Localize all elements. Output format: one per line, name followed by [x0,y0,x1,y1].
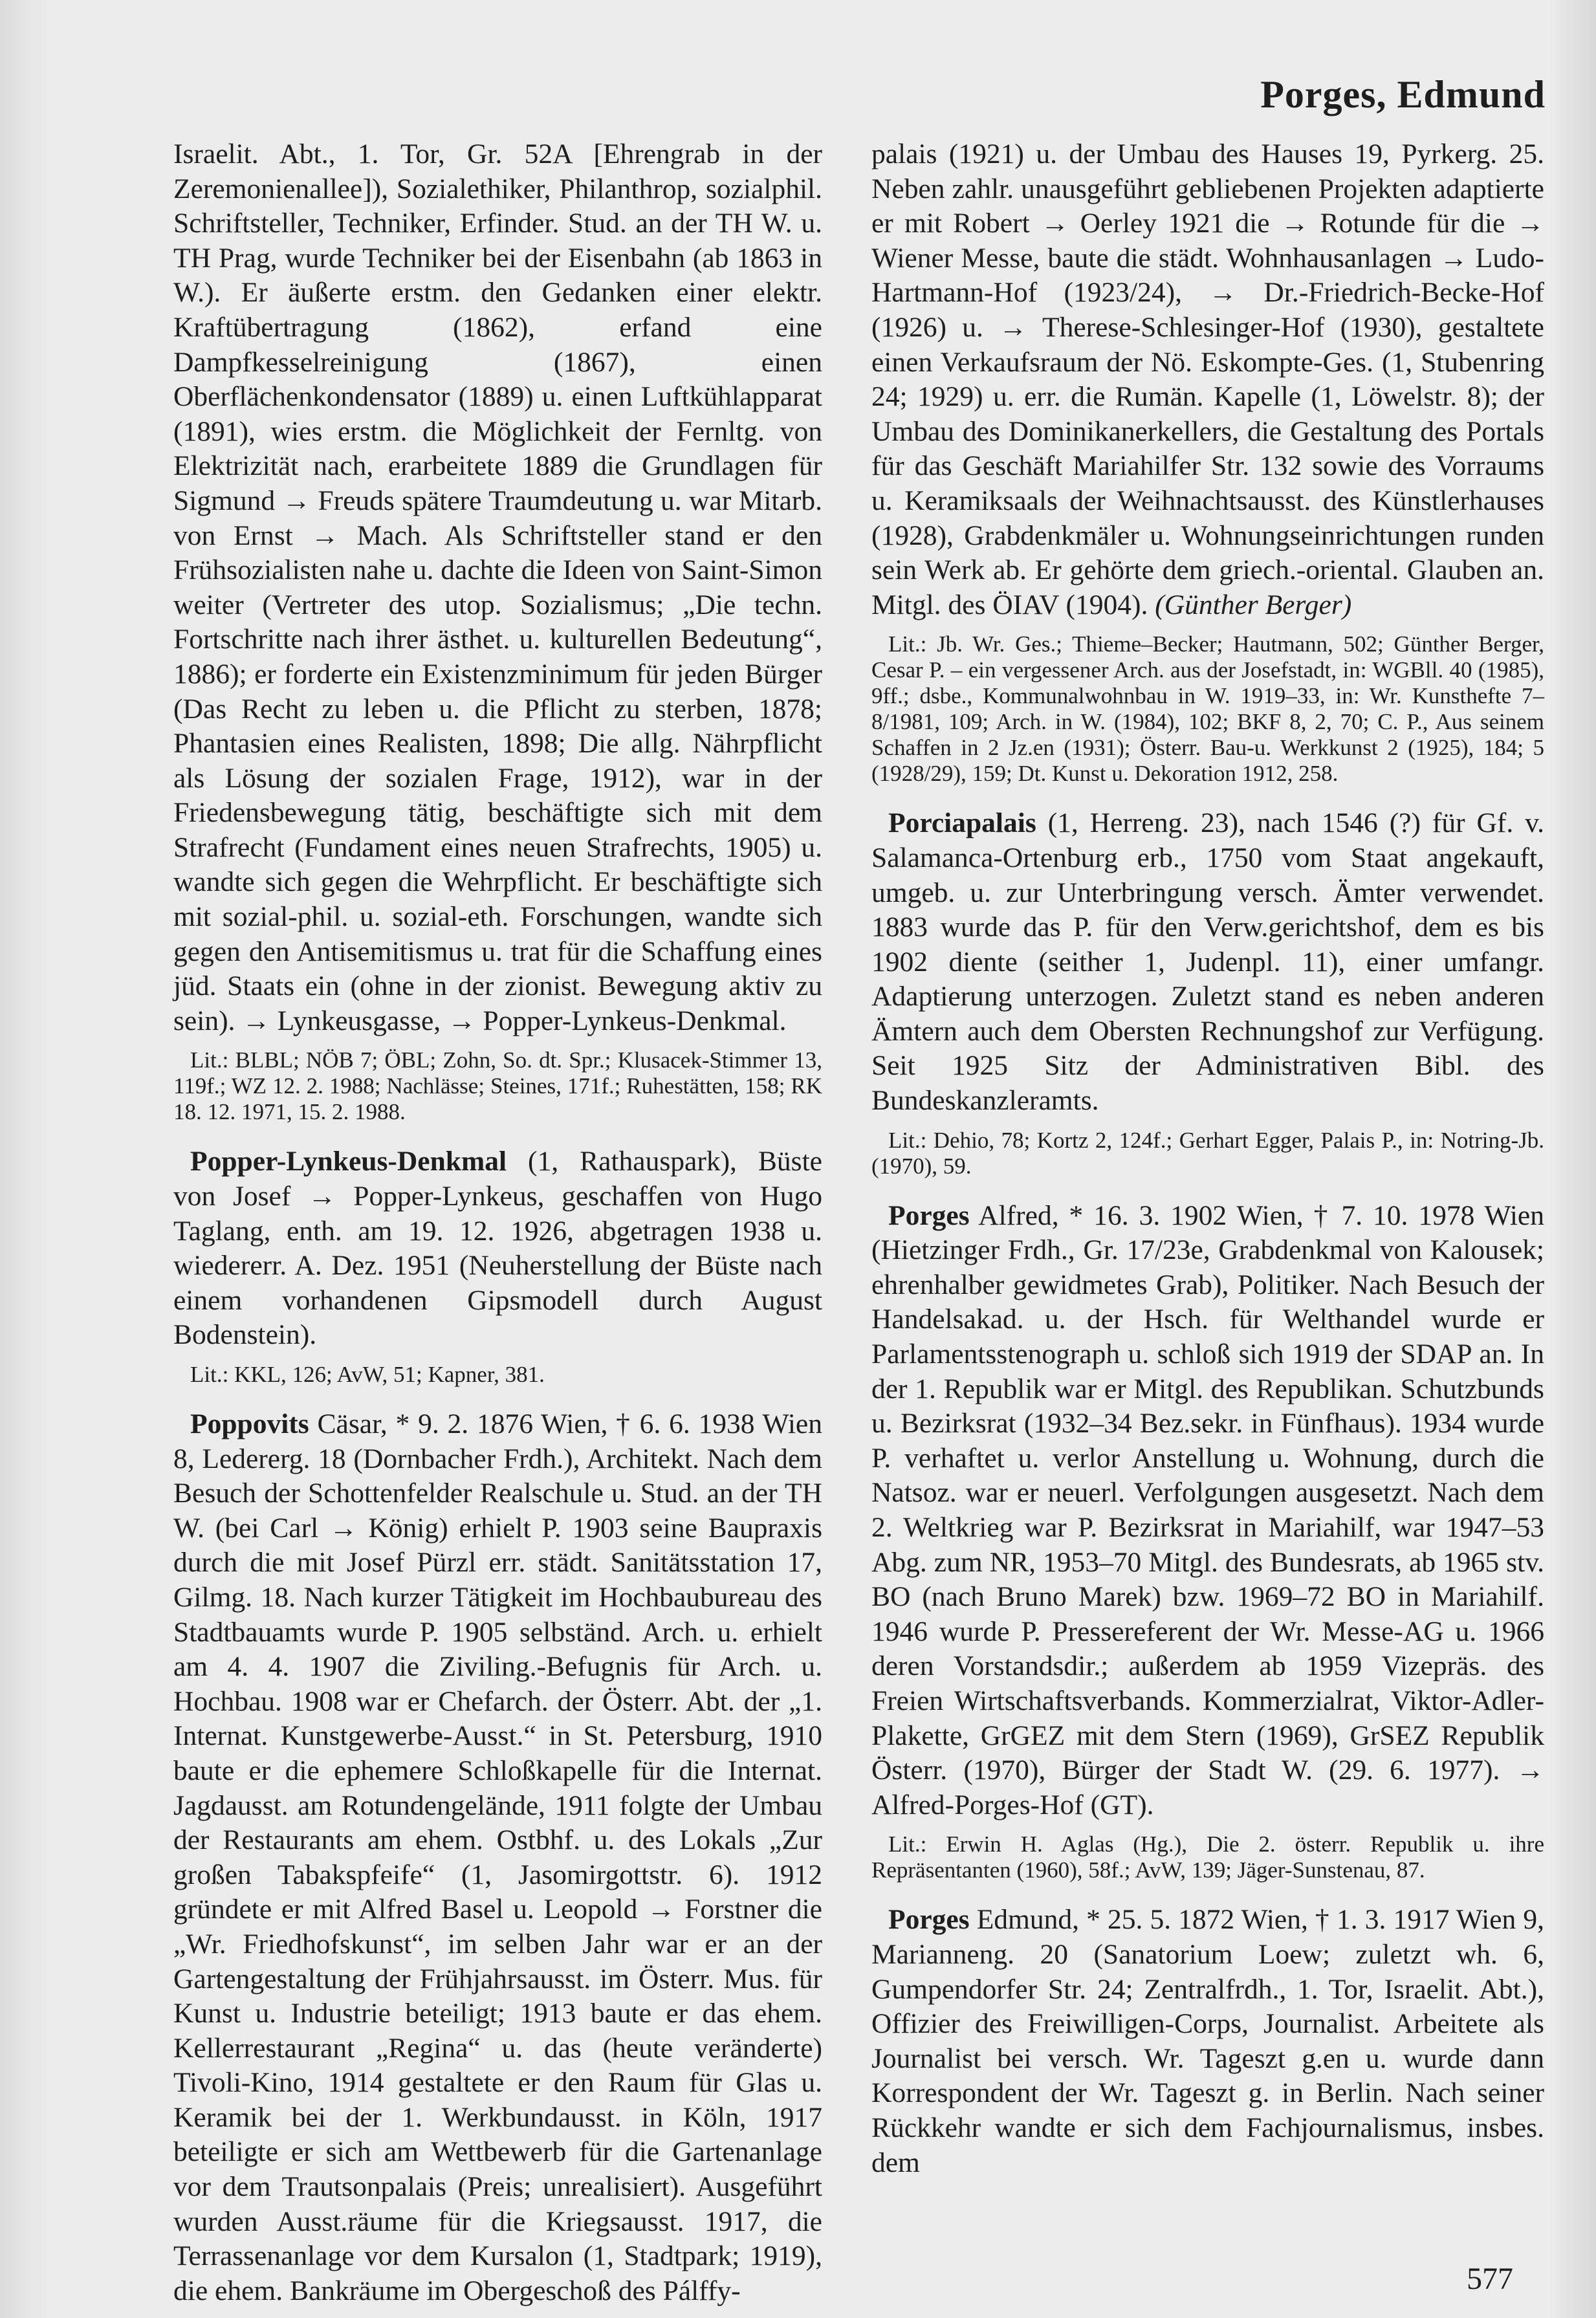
porges-edmund-entry [871,1903,1544,2180]
entry-author: (Günther Berger) [1155,589,1352,620]
entry-headword: Porges [888,1904,970,1936]
entry-text: Cäsar, * 9. 2. 1876 Wien, † 6. 6. 1938 Wien 8, Ledererg. 18 (Dornbacher Frdh.), Architekt. Nach dem Besuch der Schottenfelder Realschule u. Stud. an der TH W. (bei Carl → König) erhielt P. 1903 seine Baupraxis durch die mit Josef Pürzl err. städt. Sanitätsstation 17, Gilmg. 18. Nach kurzer Tätigkeit im Hochbaubureau des Stadtbauamts wurde P. 1905 selbständ. Arch. u. erhielt am 4. 4. 1907 die Ziviling.-Befugnis für Arch. u. Hochbau. 1908 war er Chefarch. der Österr. Abt. der „1. Internat. Kunstgewerbe-Ausst.“ in St. Petersburg, 1910 baute er die ephemere Schloßkapelle für die Internat. Jagdausst. am Rotundengelände, 1911 folgte der Umbau der Restaurants am ehem. Ostbhf. u. des Lokals „Zur großen Tabakspfeife“ (1, Jasomirgottstr. 6). 1912 gründete er mit Alfred Basel u. Leopold → Forstner die „Wr. Friedhofskunst“, im selben Jahr war er an der Gartengestaltung der Frühjahrsausst. im Österr. Mus. für Kunst u. Industrie beteiligt; 1913 baute er das ehem. Kellerrestaurant „Regina“ u. das (heute veränderte) Tivoli-Kino, 1914 gestaltete er den Raum für Glas u. Keramik bei der 1. Werkbundausst. in Köln, 1917 beteiligte er sich am Wettbewerb für die Gartenanlage vor dem Trautsonpalais (Preis; unrealisiert). Ausgeführt wurden Ausst.räume für die Kriegsausst. 1917, die Terrassenanlage vor dem Kursalon (1, Stadtpark; 1919), die ehem. Bankräume im Obergeschoß des Pálffy- [173,1408,822,2306]
poppovits-literature: Lit.: Jb. Wr. Ges.; Thieme–Becker; Hautmann, 502; Günther Berger, Cesar P. – ein vergessener Arch. aus der Josefstadt, in: WGBll. 40 (1985), 9ff.; dsbe., Kommunalwohnbau in W. 1919–33, in: Wr. Kunsthefte 7–8/1981, 109; Arch. in W. (1984), 102; BKF 8, 2, 70; C. P., Aus seinem Schaffen in 2 Jz.en (1931); Österr. Bau-u. Werkkunst 2 (1925), 184; 5 (1928/29), 159; Dt. Kunst u. Dekoration 1912, 258. [871,631,1544,787]
poppovits-entry [173,1407,822,2308]
entry-headword: Porciapalais [888,807,1036,839]
entry-text: (1, Herreng. 23), nach 1546 (?) für Gf. v. Salamanca-Ortenburg erb., 1750 vom Staat angekauft, umgeb. u. zur Unterbringung versch. Ämter verwendet. 1883 wurde das P. für den Verw.gerichtshof, dem es bis 1902 diente (seither 1, Judenpl. 11), einer umfangr. Adaptierung unterzogen. Zuletzt stand es neben anderen Ämtern auch dem Obersten Rechnungshof zur Verfügung. Seit 1925 Sitz der Administrativen Bibl. des Bundeskanzleramts. [871,807,1544,1117]
poppovits-entry-continuation [871,137,1544,622]
porciapalais-literature: Lit.: Dehio, 78; Kortz 2, 124f.; Gerhart Egger, Palais P., in: Notring-Jb. (1970), 59. [871,1127,1544,1179]
entry-headword: Popper-Lynkeus-Denkmal [190,1146,507,1177]
lynkeus-entry-continuation: Israelit. Abt., 1. Tor, Gr. 52A [Ehrengrab in der Zeremonienallee]), Sozialethiker, Philanthrop, sozialphil. Schriftsteller, Techniker, Erfinder. Stud. an der TH W. u. TH Prag, wurde Techniker bei der Eisenbahn (ab 1863 in W.). Er äußerte erstm. den Gedanken einer elektr. Kraftübertragung (1862), erfand eine Dampfkesselreinigung (1867), einen Oberflächenkondensator (1889) u. einen Luftkühlapparat (1891), wies erstm. die Möglichkeit der Fernltg. von Elektrizität nach, erarbeitete 1889 die Grundlagen für Sigmund → Freuds spätere Traumdeutung u. war Mitarb. von Ernst → Mach. Als Schriftsteller stand er den Frühsozialisten nahe u. dachte die Ideen von Saint-Simon weiter (Vertreter des utop. Sozialismus; „Die techn. Fortschritte nach ihrer ästhet. u. kulturellen Bedeutung“, 1886); er forderte ein Existenzminimum für jeden Bürger (Das Recht zu leben u. die Pflicht zu sterben, 1878; Phantasien eines Realisten, 1898; Die allg. Nährpflicht als Lösung der sozialen Frage, 1912), war in der Friedensbewegung tätig, beschäftigte sich mit dem Strafrecht (Fundament eines neuen Strafrechts, 1905) u. wandte sich gegen die Wehrpflicht. Er beschäftigte sich mit sozial-phil. u. sozial-eth. Forschungen, wandte sich gegen den Antisemitismus u. trat für die Schaffung eines jüd. Staats ein (ohne in der zionist. Bewegung aktiv zu sein). → Lynkeusgasse, → Popper-Lynkeus-Denkmal. [173,138,822,1036]
lynkeus-literature: Lit.: BLBL; NÖB 7; ÖBL; Zohn, So. dt. Spr.; Klusacek-Stimmer 13, 119f.; WZ 12. 2. 1988; Nachlässe; Steines, 171f.; Ruhestätten, 158; RK 18. 12. 1971, 15. 2. 1988. [173,1047,822,1125]
running-header: Porges, Edmund [1260,73,1546,116]
porges-alfred-literature: Lit.: Erwin H. Aglas (Hg.), Die 2. österr. Republik u. ihre Repräsentanten (1960), 58f.; AvW, 139; Jäger-Sunstenau, 87. [871,1831,1544,1883]
porges-alfred-entry [871,1199,1544,1823]
entry-text: (1, Rathauspark), Büste von Josef → Popper-Lynkeus, geschaffen von Hugo Taglang, enth. am 19. 12. 1926, abgetragen 1938 u. wiedererr. A. Dez. 1951 (Neuherstellung der Büste nach einem vorhandenen Gipsmodell durch August Bodenstein). [173,1146,822,1351]
entry-headword: Poppovits [190,1408,309,1439]
porciapalais-entry [871,806,1544,1118]
right-column [871,137,1544,2180]
entry-text: palais (1921) u. der Umbau des Hauses 19, Pyrkerg. 25. Neben zahlr. unausgeführt gebliebenen Projekten adaptierte er mit Robert → Oerley 1921 die → Rotunde für die → Wiener Messe, baute die städt. Wohnhausanlagen → Ludo-Hartmann-Hof (1923/24), → Dr.-Friedrich-Becke-Hof (1926) u. → Therese-Schlesinger-Hof (1930), gestaltete einen Verkaufsraum der Nö. Eskompte-Ges. (1, Stubenring 24; 1929) u. err. die Rumän. Kapelle (1, Löwelstr. 8); der Umbau des Dominikanerkellers, die Gestaltung des Portals für das Geschäft Mariahilfer Str. 132 sowie des Vorraums u. Keramiksaals der Weihnachtsausst. des Künstlerhauses (1928), Grabdenkmäler u. Wohnungseinrichtungen runden sein Werk ab. Er gehörte dem griech.-oriental. Glauben an. Mitgl. des ÖIAV (1904). [871,138,1544,620]
popper-lynkeus-denkmal-entry [173,1144,822,1353]
entry-text: Alfred, * 16. 3. 1902 Wien, † 7. 10. 1978 Wien (Hietzinger Frdh., Gr. 17/23e, Grabdenkmal von Kalousek; ehrenhalber gewidmetes Grab), Politiker. Nach Besuch der Handelsakad. u. der Hsch. für Welthandel wurde er Parlamentsstenograph u. schloß sich 1919 der SDAP an. In der 1. Republik war er Mitgl. des Republikan. Schutzbunds u. Bezirksrat (1932–34 Bez.sekr. in Fünfhaus). 1934 wurde P. verhaftet u. verlor Anstellung u. Wohnung, durch die Natsoz. war er neuerl. Verfolgungen ausgesetzt. Nach dem 2. Weltkrieg war P. Bezirksrat in Mariahilf, war 1947–53 Abg. zum NR, 1953–70 Mitgl. des Bundesrats, ab 1965 stv. BO (nach Bruno Marek) bzw. 1969–72 BO in Mariahilf. 1946 wurde P. Pressereferent der Wr. Messe-AG u. 1966 deren Vorstandsdir.; außerdem ab 1959 Vizepräs. des Freien Wirtschaftsverbands. Kommerzialrat, Viktor-Adler-Plakette, GrGEZ mit dem Stern (1969), GrSEZ Republik Österr. (1970), Bürger der Stadt W. (29. 6. 1977). → Alfred-Porges-Hof (GT). [871,1199,1544,1821]
page-number: 577 [1467,2262,1513,2296]
entry-text: Edmund, * 25. 5. 1872 Wien, † 1. 3. 1917 Wien 9, Marianneng. 20 (Sanatorium Loew; zuletzt wh. 6, Gumpendorfer Str. 24; Zentralfrdh., 1. Tor, Israelit. Abt.), Offizier des Freiwilligen-Corps, Journalist. Arbeitete als Journalist bei versch. Wr. Tageszt g.en u. wurde dann Korrespondent der Wr. Tageszt g. in Berlin. Nach seiner Rückkehr wandte er sich dem Fachjournalismus, insbes. dem [871,1904,1544,2178]
left-column [173,137,822,2308]
entry-headword: Porges [888,1199,970,1231]
popper-literature: Lit.: KKL, 126; AvW, 51; Kapner, 381. [190,1362,545,1387]
